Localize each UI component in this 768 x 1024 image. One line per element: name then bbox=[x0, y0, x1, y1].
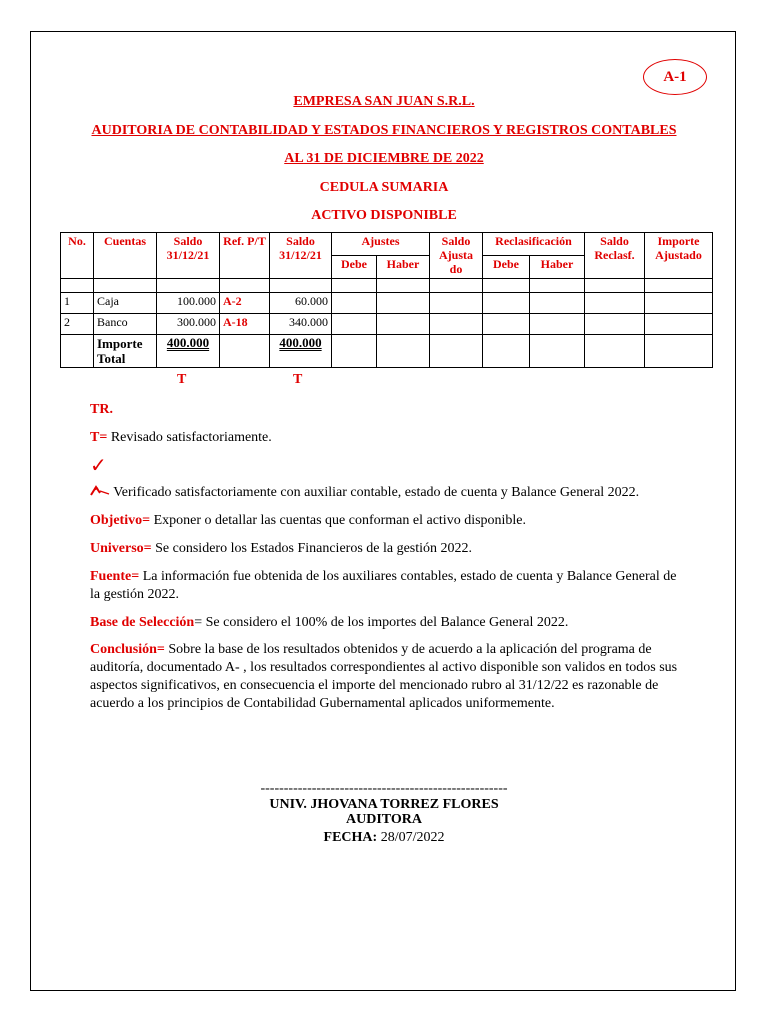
objetivo-text: Exponer o detallar las cuentas que conforman el activo disponible. bbox=[150, 513, 527, 528]
fuente-text: La información fue obtenida de los auxiliares contables, estado de cuenta y Balance General de la gestión 2022. bbox=[90, 569, 677, 602]
objetivo-label: Objetivo= bbox=[90, 513, 151, 528]
row-cuenta: Banco bbox=[94, 314, 157, 335]
row-cuenta: Caja bbox=[94, 293, 157, 314]
company-name: EMPRESA SAN JUAN S.R.L. bbox=[293, 94, 475, 109]
header-importe-ajustado: Importe Ajustado bbox=[645, 233, 713, 279]
conclusion-text: Sobre la base de los resultados obtenidos y de acuerdo a la aplicación del programa de auditoría, documentado A- , los resultados correspondientes al activo disponible son validos en todos sus aspectos significativos, en consecuencia el importe del mencionado rubro al 31/12/22 es razonable de acuerdo a los principios de Contabilidad Gubernamental aplicados uniformemente. bbox=[90, 642, 678, 711]
header-saldo-2: Saldo 31/12/21 bbox=[270, 233, 332, 279]
universo-label: Universo= bbox=[90, 541, 152, 556]
base-seleccion-label: Base de Selección bbox=[90, 615, 195, 630]
total-saldo-2: 400.000 bbox=[270, 335, 332, 368]
header-saldo-1: Saldo 31/12/21 bbox=[157, 233, 220, 279]
universo-text: Se considero los Estados Financieros de la gestión 2022. bbox=[151, 541, 473, 556]
tick-mark-saldo-2: T bbox=[293, 372, 303, 387]
header-ref: Ref. P/T bbox=[220, 233, 270, 279]
signature-line: ----------------------------------------------------- bbox=[260, 781, 508, 796]
section-title: ACTIVO DISPONIBLE bbox=[311, 208, 457, 223]
header-ajustes: Ajustes bbox=[332, 233, 430, 256]
legend-tr bbox=[90, 401, 680, 419]
signature-role: AUDITORA bbox=[346, 812, 422, 827]
fuente-paragraph bbox=[90, 568, 680, 604]
header-no: No. bbox=[61, 233, 94, 279]
row-saldo-2: 60.000 bbox=[270, 293, 332, 314]
check-mark-icon: ✓ bbox=[90, 455, 107, 477]
header-reclasif-debe: Debe bbox=[483, 256, 530, 279]
total-row bbox=[61, 335, 713, 368]
signature-date bbox=[31, 830, 737, 846]
row-ref: A-18 bbox=[220, 314, 270, 335]
legend-tr-label: TR. bbox=[90, 402, 113, 417]
table-row bbox=[61, 293, 713, 314]
legend-verified-text: Verificado satisfactoriamente con auxiliar contable, estado de cuenta y Balance General 2022. bbox=[110, 485, 640, 500]
audit-title: AUDITORIA DE CONTABILIDAD Y ESTADOS FINANCIEROS Y REGISTROS CONTABLES bbox=[91, 123, 677, 138]
row-no: 2 bbox=[61, 314, 94, 335]
header-ajustes-haber: Haber bbox=[377, 256, 430, 279]
document-page bbox=[30, 31, 736, 991]
summary-table bbox=[60, 232, 713, 368]
legend-t-label: T= bbox=[90, 430, 108, 445]
universo-paragraph bbox=[90, 540, 680, 558]
row-no: 1 bbox=[61, 293, 94, 314]
header-cuentas: Cuentas bbox=[94, 233, 157, 279]
header-saldo-reclasf: Saldo Reclasf. bbox=[585, 233, 645, 279]
date-line: AL 31 DE DICIEMBRE DE 2022 bbox=[284, 151, 484, 166]
row-saldo-2: 340.000 bbox=[270, 314, 332, 335]
reference-code-badge: A-1 bbox=[643, 59, 707, 95]
table-row bbox=[61, 314, 713, 335]
signature-name: UNIV. JHOVANA TORREZ FLORES bbox=[269, 797, 499, 812]
spacer-row bbox=[61, 279, 713, 293]
conclusion-paragraph bbox=[90, 641, 680, 713]
row-saldo-1: 300.000 bbox=[157, 314, 220, 335]
fuente-label: Fuente= bbox=[90, 569, 140, 584]
legend-t-text: Revisado satisfactoriamente. bbox=[107, 430, 272, 445]
row-saldo-1: 100.000 bbox=[157, 293, 220, 314]
conclusion-label: Conclusión= bbox=[90, 642, 165, 657]
schedule-title: CEDULA SUMARIA bbox=[319, 180, 449, 195]
objetivo-paragraph bbox=[90, 512, 680, 530]
total-saldo-1: 400.000 bbox=[157, 335, 220, 368]
header-reclasif-haber: Haber bbox=[530, 256, 585, 279]
base-seleccion-text: = Se considero el 100% de los importes del Balance General 2022. bbox=[194, 615, 569, 630]
header-reclasificacion: Reclasificación bbox=[483, 233, 585, 256]
header-saldo-ajustado: Saldo Ajusta do bbox=[430, 233, 483, 279]
total-label: Importe Total bbox=[94, 335, 157, 368]
fecha-label: FECHA: bbox=[323, 830, 378, 845]
fecha-value: 28/07/2022 bbox=[377, 830, 445, 845]
verified-tick-icon bbox=[90, 485, 110, 503]
header-ajustes-debe: Debe bbox=[332, 256, 377, 279]
row-ref: A-2 bbox=[220, 293, 270, 314]
legend-t bbox=[90, 429, 680, 447]
legend-verified bbox=[90, 484, 680, 503]
tick-mark-saldo-1: T bbox=[177, 372, 187, 387]
base-seleccion-paragraph bbox=[90, 614, 680, 632]
